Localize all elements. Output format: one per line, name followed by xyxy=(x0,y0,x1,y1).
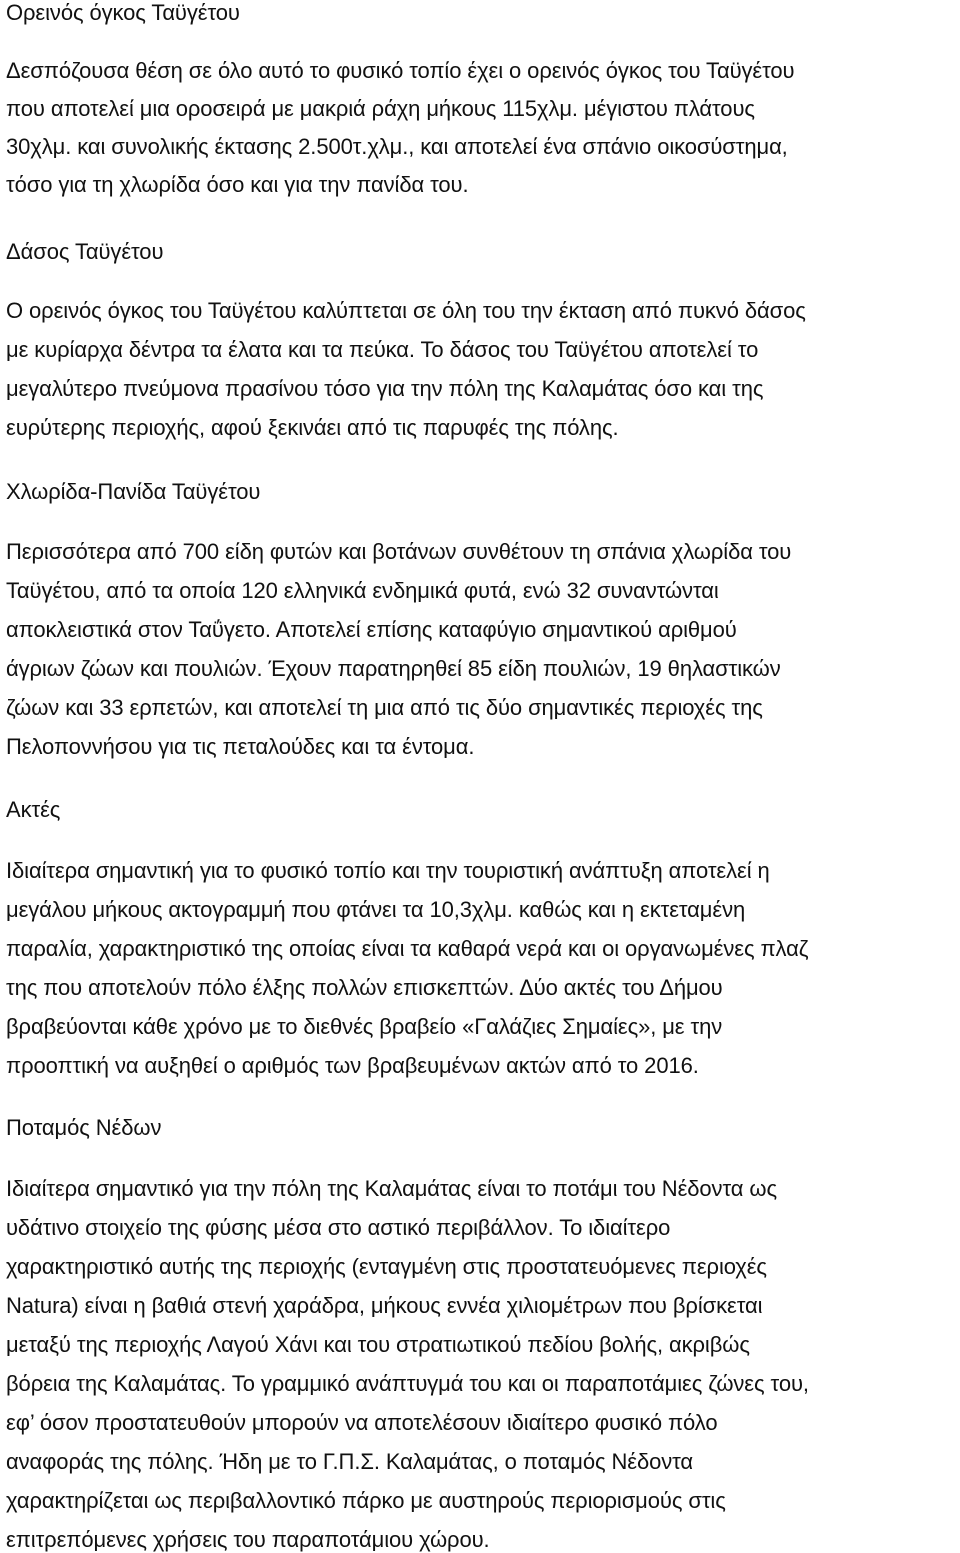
section-heading: Χλωρίδα-Πανίδα Ταϋγέτου xyxy=(6,479,261,504)
body-line: Natura) είναι η βαθιά στενή χαράδρα, μήκους εννέα χιλιομέτρων που βρίσκεται xyxy=(6,1293,763,1318)
body-line: χαρακτηρίζεται ως περιβαλλοντικό πάρκο με αυστηρούς περιορισμούς στις xyxy=(6,1488,726,1513)
body-line: χαρακτηριστικό αυτής της περιοχής (ενταγμένη στις προστατευόμενες περιοχές xyxy=(6,1254,767,1279)
body-line: ευρύτερης περιοχής, αφού ξεκινάει από τις παρυφές της πόλης. xyxy=(6,415,619,440)
body-line: άγριων ζώων και πουλιών. Έχουν παρατηρηθεί 85 είδη πουλιών, 19 θηλαστικών xyxy=(6,656,781,681)
body-line: Ταϋγέτου, από τα οποία 120 ελληνικά ενδημικά φυτά, ενώ 32 συναντώνται xyxy=(6,578,719,603)
body-line: αναφοράς της πόλης. Ήδη με το Γ.Π.Σ. Καλαμάτας, ο ποταμός Νέδοντα xyxy=(6,1449,694,1474)
body-line: βόρεια της Καλαμάτας. Το γραμμικό ανάπτυγμά του και οι παραποτάμιες ζώνες του, xyxy=(6,1371,809,1396)
body-line: μεταξύ της περιοχής Λαγού Χάνι και του στρατιωτικού πεδίου βολής, ακριβώς xyxy=(6,1332,750,1357)
body-line: Πελοποννήσου για τις πεταλούδες και τα έντομα. xyxy=(6,734,475,759)
body-line: που αποτελεί μια οροσειρά με μακριά ράχη μήκους 115χλμ. μέγιστου πλάτους xyxy=(6,96,755,121)
body-line: βραβεύονται κάθε χρόνο με το διεθνές βραβείο «Γαλάζιες Σημαίες», με την xyxy=(6,1014,723,1039)
body-line: υδάτινο στοιχείο της φύσης μέσα στο αστικό περιβάλλον. Το ιδιαίτερο xyxy=(6,1215,671,1240)
section-heading: Δάσος Ταϋγέτου xyxy=(6,239,164,264)
body-line: 30χλμ. και συνολικής έκτασης 2.500τ.χλμ., και αποτελεί ένα σπάνιο οικοσύστημα, xyxy=(6,134,788,159)
body-line: Περισσότερα από 700 είδη φυτών και βοτάνων συνθέτουν τη σπάνια χλωρίδα του xyxy=(6,539,792,564)
body-line: της που αποτελούν πόλο έλξης πολλών επισκεπτών. Δύο ακτές του Δήμου xyxy=(6,975,723,1000)
body-line: επιτρεπόμενες χρήσεις του παραποτάμιου χώρου. xyxy=(6,1527,490,1552)
body-line: μεγάλου μήκους ακτογραμμή που φτάνει τα 10,3χλμ. καθώς και η εκτεταμένη xyxy=(6,897,746,922)
body-line: Δεσπόζουσα θέση σε όλο αυτό το φυσικό τοπίο έχει ο ορεινός όγκος του Ταϋγέτου xyxy=(6,58,795,83)
body-line: τόσο για τη χλωρίδα όσο και για την πανίδα του. xyxy=(6,172,469,197)
section-heading: Ακτές xyxy=(6,797,61,822)
body-line: Ο ορεινός όγκος του Ταϋγέτου καλύπτεται σε όλη του την έκταση από πυκνό δάσος xyxy=(6,298,806,323)
body-line: παραλία, χαρακτηριστικό της οποίας είναι τα καθαρά νερά και οι οργανωμένες πλαζ xyxy=(6,936,809,961)
body-line: ζώων και 33 ερπετών, και αποτελεί τη μια από τις δύο σημαντικές περιοχές της xyxy=(6,695,763,720)
section-heading: Ορεινός όγκος Ταϋγέτου xyxy=(6,0,240,25)
body-line: μεγαλύτερο πνεύμονα πρασίνου τόσο για την πόλη της Καλαμάτας όσο και της xyxy=(6,376,764,401)
body-line: εφ’ όσον προστατευθούν μπορούν να αποτελέσουν ιδιαίτερο φυσικό πόλο xyxy=(6,1410,718,1435)
body-line: αποκλειστικά στον Ταΰγετο. Αποτελεί επίσης καταφύγιο σημαντικού αριθμού xyxy=(6,617,737,642)
body-line: με κυρίαρχα δέντρα τα έλατα και τα πεύκα. Το δάσος του Ταϋγέτου αποτελεί το xyxy=(6,337,759,362)
body-line: Ιδιαίτερα σημαντικό για την πόλη της Καλαμάτας είναι το ποτάμι του Νέδοντα ως xyxy=(6,1176,777,1201)
body-line: προοπτική να αυξηθεί ο αριθμός των βραβευμένων ακτών από το 2016. xyxy=(6,1053,699,1078)
section-heading: Ποταμός Νέδων xyxy=(6,1115,162,1140)
body-line: Ιδιαίτερα σημαντική για το φυσικό τοπίο και την τουριστική ανάπτυξη αποτελεί η xyxy=(6,858,770,883)
